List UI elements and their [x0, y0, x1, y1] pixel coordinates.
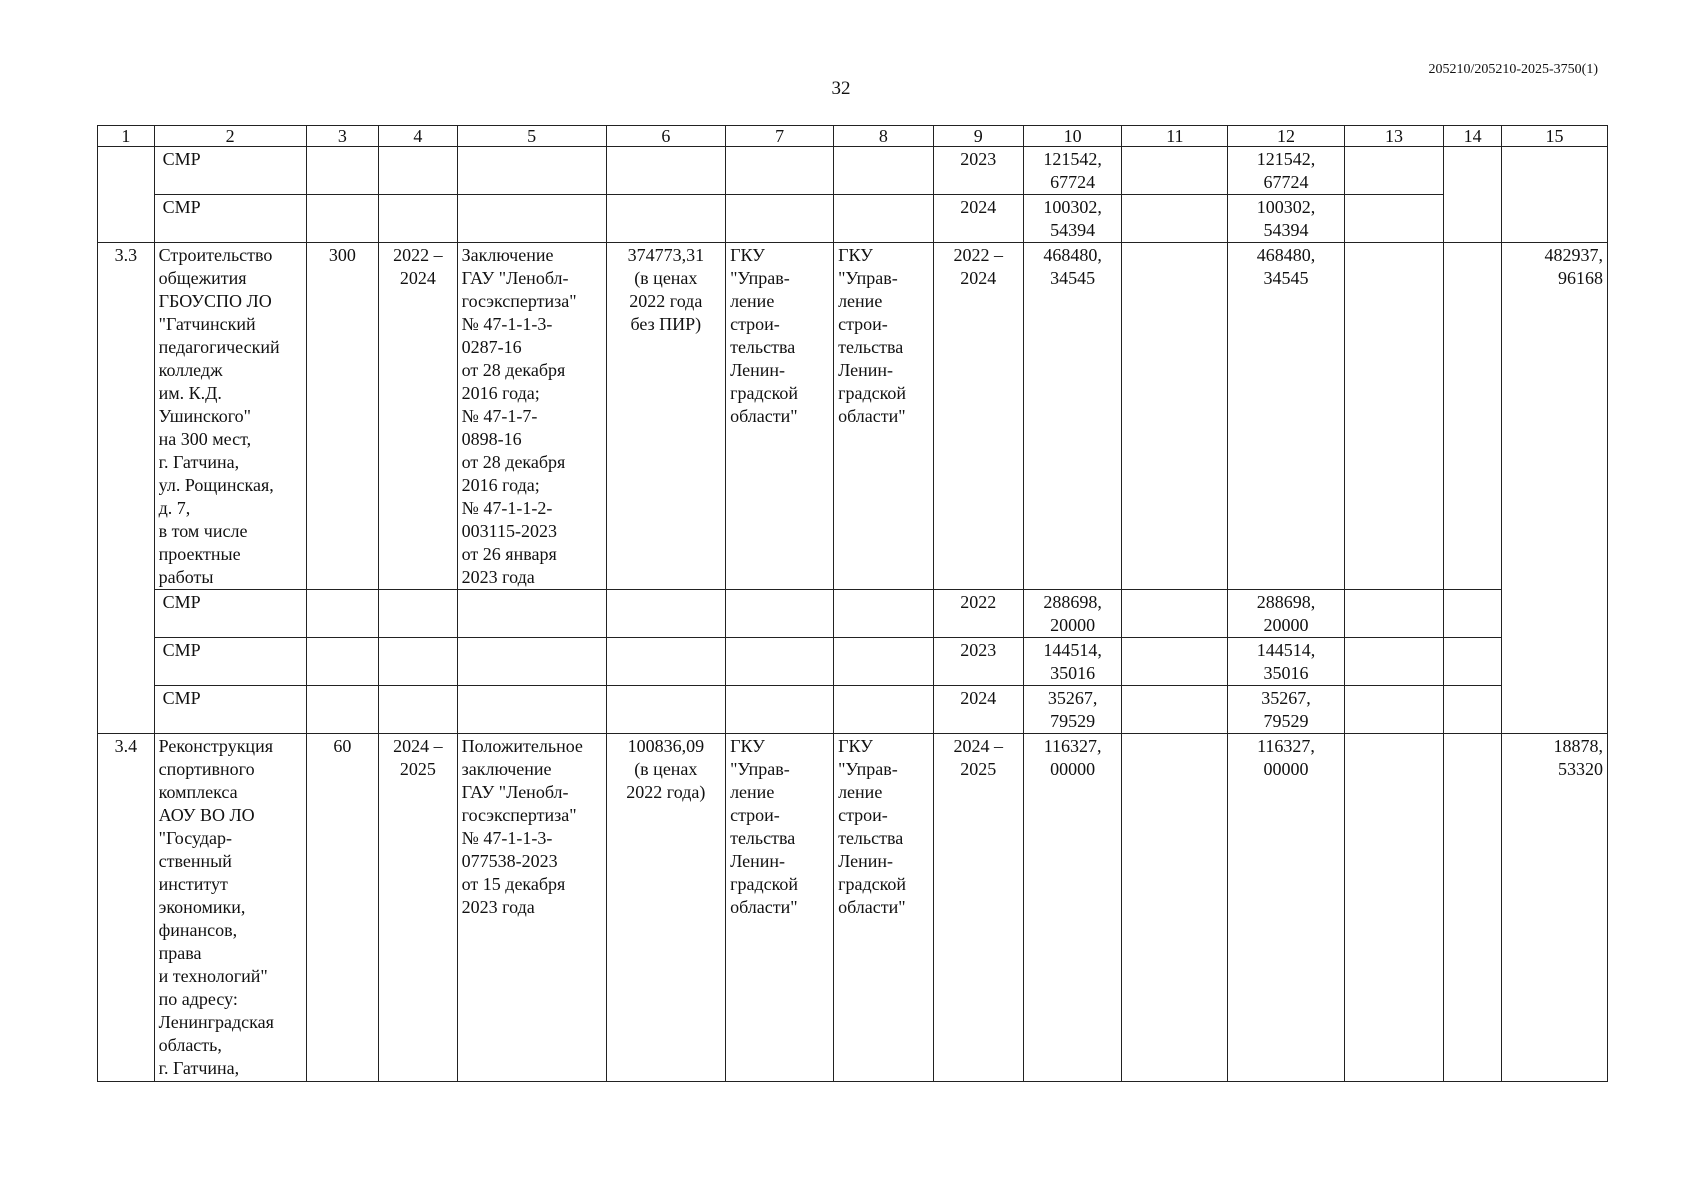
cell-col10: 468480, 34545	[1023, 243, 1122, 590]
cell-col15: 482937, 96168	[1502, 243, 1608, 734]
cell-period: 2024 – 2025	[379, 734, 458, 1082]
col-header: 14	[1444, 126, 1502, 147]
column-number-row	[98, 126, 1608, 147]
cell-col12: 35267, 79529	[1228, 686, 1344, 734]
table-row	[98, 590, 1608, 638]
cell-label: СМР	[154, 147, 306, 195]
cell-col10: 116327, 00000	[1023, 734, 1122, 1082]
cell-cost: 374773,31 (в ценах 2022 года без ПИР)	[606, 243, 726, 590]
cell-col10: 288698, 20000	[1023, 590, 1122, 638]
col-header: 15	[1502, 126, 1608, 147]
cell-label: СМР	[154, 638, 306, 686]
cell-col15: 18878, 53320	[1502, 734, 1608, 1082]
document-number: 205210/205210-2025-3750(1)	[1428, 62, 1598, 77]
cell-col10: 144514, 35016	[1023, 638, 1122, 686]
col-header: 2	[154, 126, 306, 147]
cell-developer: ГКУ "Управ- ление строи- тельства Ленин- градской области"	[834, 734, 934, 1082]
cell-item-number: 3.3	[98, 243, 155, 734]
cell-col12: 100302, 54394	[1228, 195, 1344, 243]
col-header: 10	[1023, 126, 1122, 147]
table-row	[98, 147, 1608, 195]
cell-cost: 100836,09 (в ценах 2022 года)	[606, 734, 726, 1082]
investment-table	[97, 125, 1608, 1082]
cell-empty	[98, 147, 155, 243]
cell-customer: ГКУ "Управ- ление строи- тельства Ленин- градской области"	[726, 243, 834, 590]
cell-label: СМР	[154, 195, 306, 243]
table-row	[98, 195, 1608, 243]
cell-capacity: 300	[306, 243, 378, 590]
col-header: 3	[306, 126, 378, 147]
cell-col12: 144514, 35016	[1228, 638, 1344, 686]
cell-object-name: Реконструкция спортивного комплекса АОУ ВО ЛО "Государ- ственный институт экономики, финансов, права и технологий" по адресу: Ленинградская область, г. Гатчина,	[154, 734, 306, 1082]
cell-empty	[1444, 147, 1502, 243]
col-header: 11	[1122, 126, 1228, 147]
cell-year: 2024	[933, 686, 1023, 734]
cell-years: 2024 – 2025	[933, 734, 1023, 1082]
cell-conclusion: Положительное заключение ГАУ "Ленобл- госэкспертиза" № 47-1-1-3- 077538-2023 от 15 декабря 2023 года	[457, 734, 606, 1082]
col-header: 8	[834, 126, 934, 147]
cell-item-number: 3.4	[98, 734, 155, 1082]
cell-year: 2022	[933, 590, 1023, 638]
cell-year: 2024	[933, 195, 1023, 243]
cell-capacity: 60	[306, 734, 378, 1082]
cell-customer: ГКУ "Управ- ление строи- тельства Ленин- градской области"	[726, 734, 834, 1082]
cell-year: 2023	[933, 147, 1023, 195]
col-header: 6	[606, 126, 726, 147]
cell-object-name: Строительство общежития ГБОУСПО ЛО "Гатчинский педагогический колледж им. К.Д. Ушинского" на 300 мест, г. Гатчина, ул. Рощинская, д. 7, в том числе проектные работы	[154, 243, 306, 590]
col-header: 9	[933, 126, 1023, 147]
cell-col10: 35267, 79529	[1023, 686, 1122, 734]
cell-conclusion: Заключение ГАУ "Ленобл- госэкспертиза" № 47-1-1-3- 0287-16 от 28 декабря 2016 года; № 47-1-7- 0898-16 от 28 декабря 2016 года; № 47-1-1-2- 003115-2023 от 26 января 2023 года	[457, 243, 606, 590]
cell-col10: 100302, 54394	[1023, 195, 1122, 243]
cell-col10: 121542, 67724	[1023, 147, 1122, 195]
cell-label: СМР	[154, 686, 306, 734]
table-row	[98, 686, 1608, 734]
cell-years: 2022 – 2024	[933, 243, 1023, 590]
table-row-3-3	[98, 243, 1608, 590]
table-row-3-4	[98, 734, 1608, 1082]
cell-developer: ГКУ "Управ- ление строи- тельства Ленин- градской области"	[834, 243, 934, 590]
cell-col12: 121542, 67724	[1228, 147, 1344, 195]
cell-label: СМР	[154, 590, 306, 638]
table-row	[98, 638, 1608, 686]
cell-col12: 116327, 00000	[1228, 734, 1344, 1082]
col-header: 7	[726, 126, 834, 147]
col-header: 5	[457, 126, 606, 147]
page-number: 32	[831, 78, 851, 99]
col-header: 12	[1228, 126, 1344, 147]
col-header: 13	[1344, 126, 1444, 147]
col-header: 4	[379, 126, 458, 147]
cell-empty	[1502, 147, 1608, 243]
cell-year: 2023	[933, 638, 1023, 686]
cell-period: 2022 – 2024	[379, 243, 458, 590]
col-header: 1	[98, 126, 155, 147]
cell-col12: 288698, 20000	[1228, 590, 1344, 638]
cell-col12: 468480, 34545	[1228, 243, 1344, 590]
